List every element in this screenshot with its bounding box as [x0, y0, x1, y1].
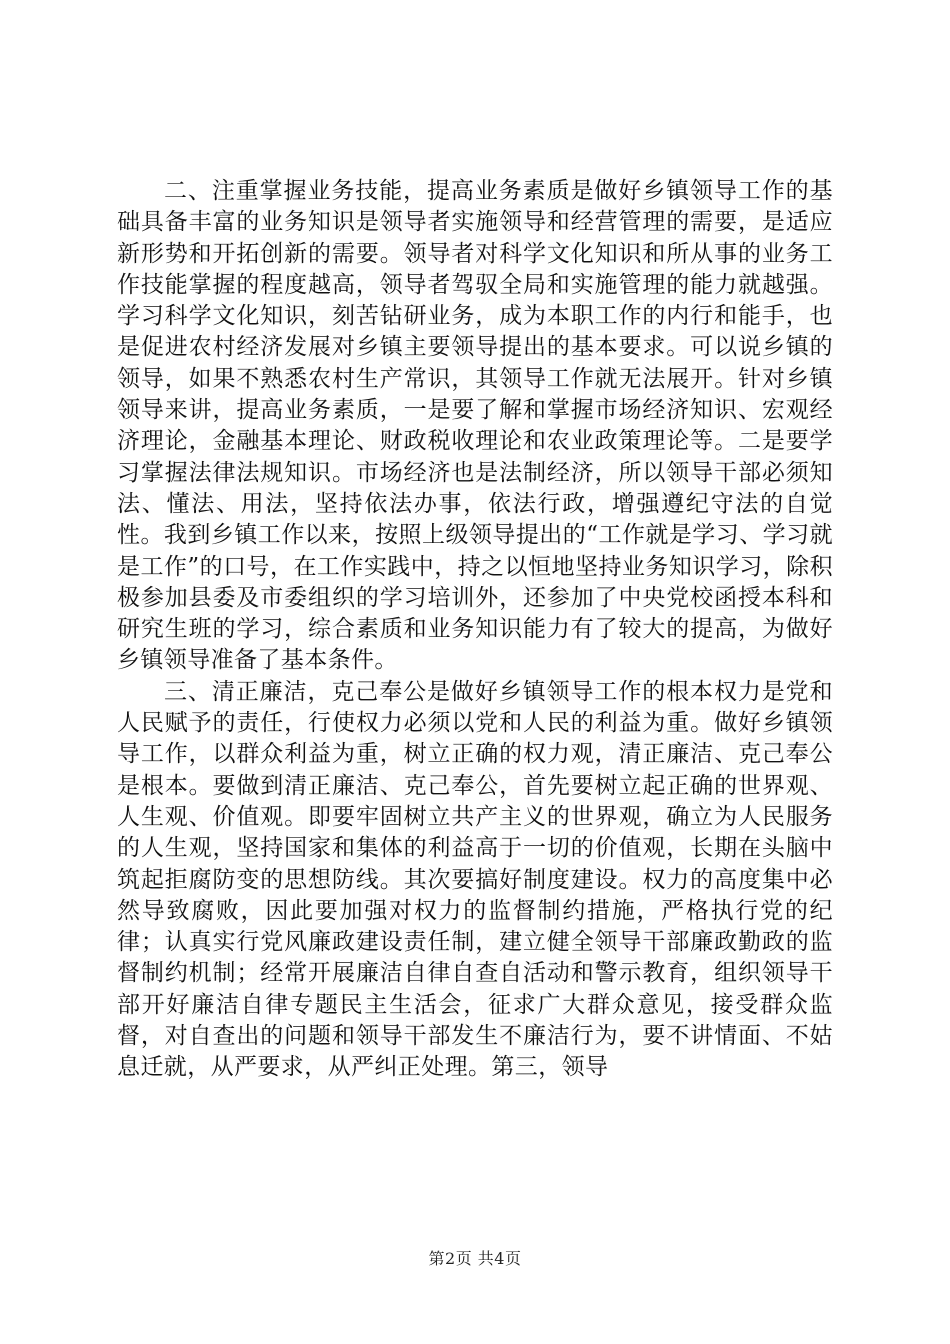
paragraph-integrity: 三、清正廉洁，克己奉公是做好乡镇领导工作的根本权力是党和人民赋予的责任，行使权力必须以党和人民的利益为重。做好乡镇领导工作，以群众利益为重，树立正确的权力观，清正廉洁、克己奉公是根本。要做到清正廉洁、克己奉公，首先要树立起正确的世界观、人生观、价值观。即要牢固树立共产主义的世界观，确立为人民服务的人生观，坚持国家和集体的利益高于一切的价值观，长期在头脑中筑起拒腐防变的思想防线。其次要搞好制度建设。权力的高度集中必然导致腐败，因此要加强对权力的监督制约措施，严格执行党的纪律；认真实行党风廉政建设责任制，建立健全领导干部廉政勤政的监督制约机制；经常开展廉洁自律自查自活动和警示教育，组织领导干部开好廉洁自律专题民主生活会，征求广大群众意见，接受群众监督，对自查出的问题和领导干部发生不廉洁行为，要不讲情面、不姑息迁就，从严要求，从严纠正处理。第三，领导	[117, 678, 833, 1081]
document-body	[117, 176, 833, 1084]
paragraph-business-skills: 二、注重掌握业务技能，提高业务素质是做好乡镇领导工作的基础具备丰富的业务知识是领导者实施领导和经营管理的需要，是适应新形势和开拓创新的需要。领导者对科学文化知识和所从事的业务工作技能掌握的程度越高，领导者驾驭全局和实施管理的能力就越强。学习科学文化知识，刻苦钻研业务，成为本职工作的内行和能手，也是促进农村经济发展对乡镇主要领导提出的基本要求。可以说乡镇的领导，如果不熟悉农村生产常识，其领导工作就无法展开。针对乡镇领导来讲，提高业务素质，一是要了解和掌握市场经济知识、宏观经济理论，金融基本理论、财政税收理论和农业政策理论等。二是要学习掌握法律法规知识。市场经济也是法制经济，所以领导干部必须知法、懂法、用法，坚持依法办事，依法行政，增强遵纪守法的自觉性。我到乡镇工作以来，按照上级领导提出的“工作就是学习、学习就是工作”的口号，在工作实践中，持之以恒地坚持业务知识学习，除积极参加县委及市委组织的学习培训外，还参加了中央党校函授本科和研究生班的学习，综合素质和业务知识能力有了较大的提高，为做好乡镇领导准备了基本条件。	[117, 178, 833, 674]
page-footer: 第2页 共4页	[428, 1249, 522, 1268]
